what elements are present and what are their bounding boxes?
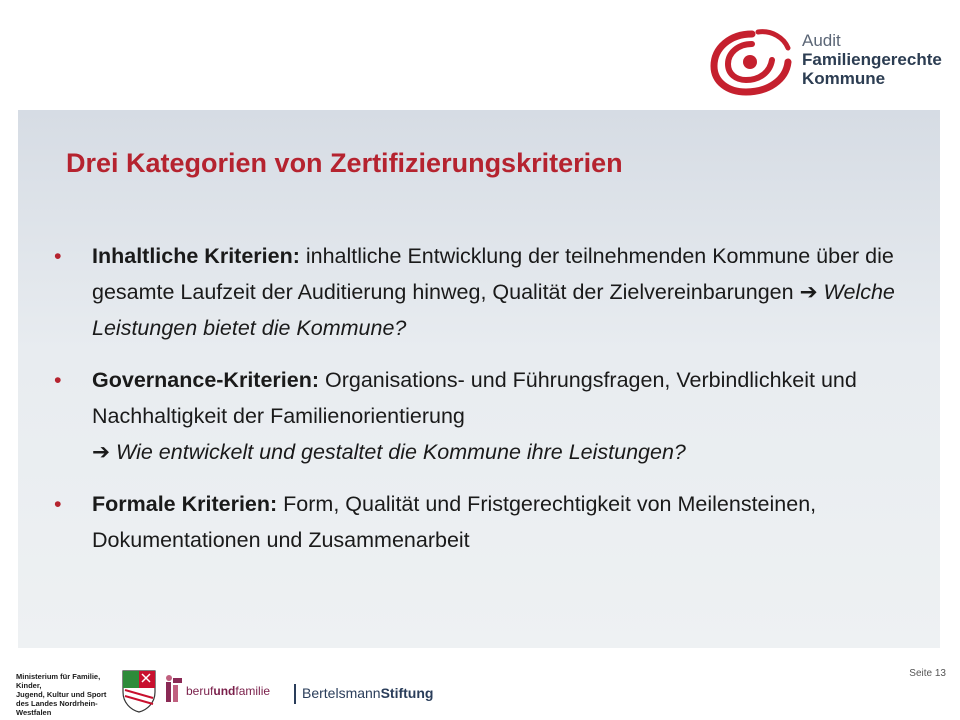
ministry-logo-text [16, 672, 116, 717]
bullet-icon: • [54, 492, 62, 516]
bullet-heading: Formale Kriterien: [92, 492, 278, 516]
nrw-coat-of-arms-icon [120, 668, 158, 714]
bullet-question: Wie entwickelt und gestaltet die Kommune ihre Leistungen? [110, 440, 686, 464]
bullet-heading: Governance-Kriterien: [92, 368, 320, 392]
bullet-icon: • [54, 368, 62, 392]
bullet-text: inhaltliche Entwicklung der teilnehmenden Kommune über die gesamte Laufzeit der Auditierung hinweg, Qualität der Zielvereinbarungen [92, 244, 894, 304]
logo-line-3: Kommune [802, 69, 886, 88]
audit-logo-text [802, 31, 942, 88]
audit-spiral-icon [708, 26, 794, 96]
bullet-item [54, 238, 920, 346]
berufundfamilie-mark-icon [164, 674, 184, 704]
logo-line-1: Audit [802, 31, 841, 50]
content-panel [18, 110, 940, 648]
slide-title: Drei Kategorien von Zertifizierungskriterien [66, 148, 623, 178]
bullet-item [54, 486, 920, 558]
ministry-line: Ministerium für Familie, Kinder, [16, 672, 101, 690]
ministry-line: Jugend, Kultur und Sport [16, 690, 107, 699]
bullet-text: Form, Qualität und Fristgerechtigkeit von Meilensteinen, Dokumentationen und Zusammenarbeit [92, 492, 817, 552]
bullet-list [54, 238, 920, 574]
bullet-text: Organisations- und Führungsfragen, Verbindlichkeit und Nachhaltigkeit der Familienorientierung [92, 368, 857, 428]
audit-logo [708, 26, 948, 96]
page-number: Seite 13 [909, 668, 946, 679]
berufundfamilie-logo [164, 670, 284, 710]
arrow-icon: ➔ [799, 280, 818, 304]
bullet-heading: Inhaltliche Kriterien: [92, 244, 300, 268]
logo-line-2: Familiengerechte [802, 50, 942, 69]
bullet-question: Welche Leistungen bietet die Kommune? [92, 280, 895, 340]
bullet-item [54, 362, 920, 470]
ministry-line: des Landes Nordrhein-Westfalen [16, 699, 98, 717]
bertelsmann-stiftung-logo: BertelsmannStiftung [294, 684, 433, 704]
bullet-icon: • [54, 244, 62, 268]
arrow-icon: ➔ [92, 440, 111, 464]
berufundfamilie-wordmark: berufundfamilie [186, 684, 271, 698]
